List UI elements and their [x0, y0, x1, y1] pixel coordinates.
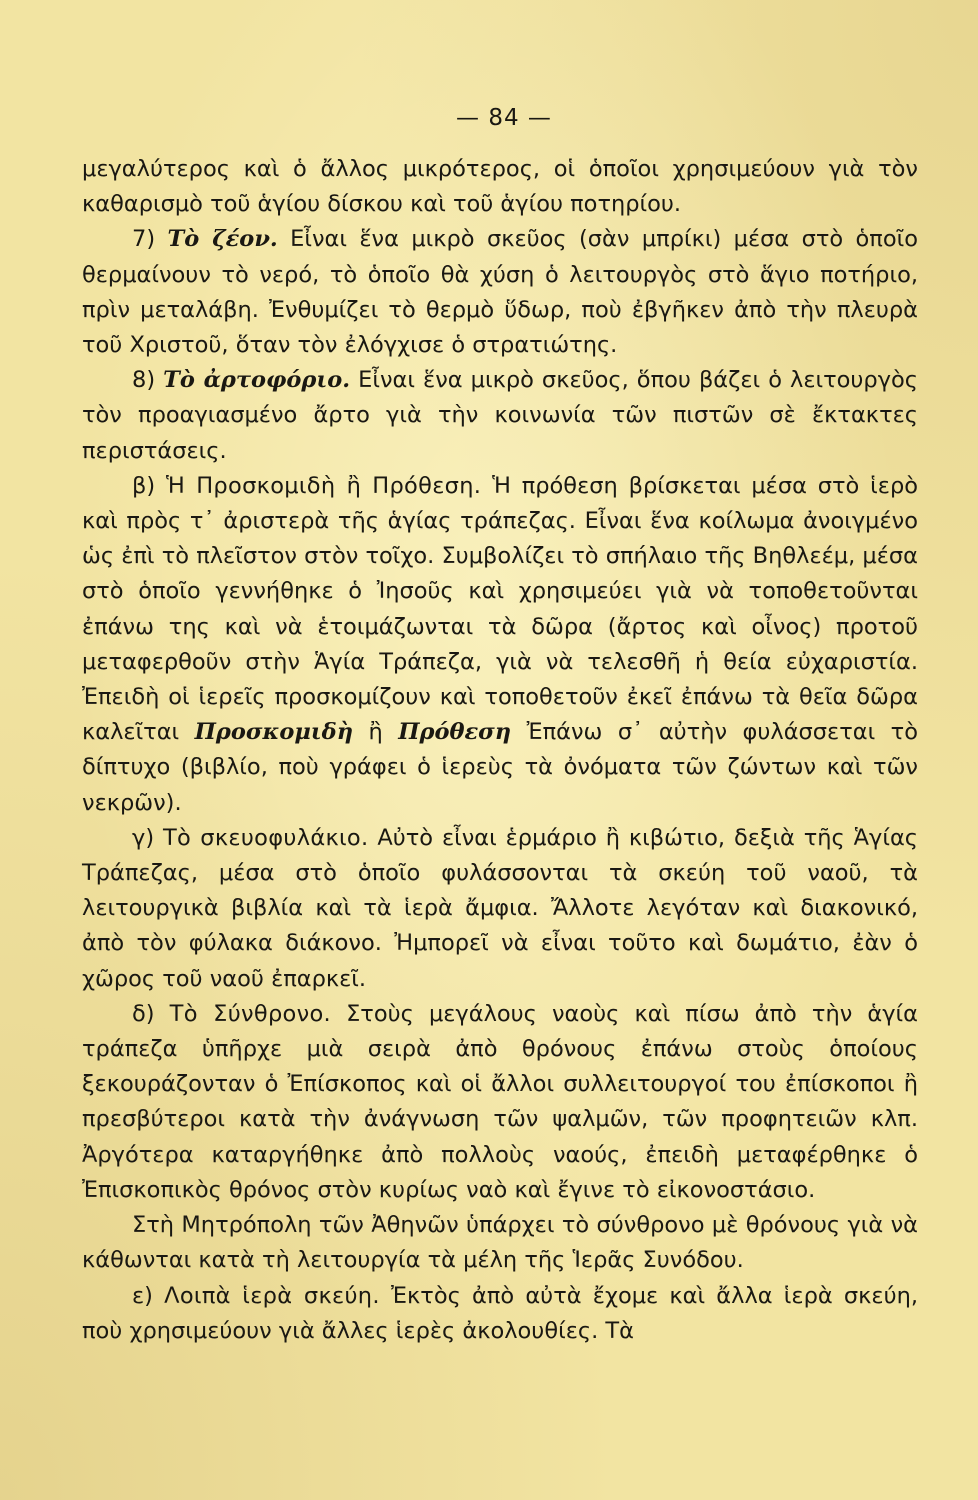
body-text: Ἐπάνω σ᾽ αὐτὴν φυλάσσεται τὸ δίπτυχο (βιβλίο, ποὺ γράφει ὁ ἱερεὺς τὰ ὀνόματα τῶν ζώντων καὶ τῶν νεκρῶν).	[82, 719, 918, 816]
section-heading-italic: Τὸ ζέον.	[167, 226, 278, 253]
body-text: ε)	[132, 1282, 165, 1309]
section-heading: Τὸ Σύνθρονο.	[169, 1000, 331, 1027]
page-number: — 84 —	[456, 105, 552, 131]
paragraph	[82, 469, 918, 821]
body-text: δ)	[132, 1000, 170, 1027]
section-heading: Λοιπὰ ἱερὰ σκεύη.	[164, 1282, 380, 1309]
body-text: Στοὺς μεγάλους ναοὺς καὶ πίσω ἀπὸ τὴν ἁγία τράπεζα ὑπῆρχε μιὰ σειρὰ ἀπὸ θρόνους ἐπάνω στοὺς ὁποίους ξεκουράζονταν ὁ Ἐπίσκοπος καὶ οἱ ἄλλοι συλλειτουργοί του ἐπίσκοποι ἢ πρεσβύτεροι κατὰ τὴν ἀνάγνωση τῶν ψαλμῶν, τῶν προφητειῶν κλπ. Ἀργότερα καταργήθηκε ἀπὸ πολλοὺς ναούς, ἐπειδὴ μεταφέρθηκε ὁ Ἐπισκοπικὸς θρόνος στὸν κυρίως ναὸ καὶ ἔγινε τὸ εἰκονοστάσιο.	[82, 1000, 918, 1203]
paragraph	[82, 821, 918, 997]
body-text: Εἶναι ἕνα μικρὸ σκεῦος, ὅπου βάζει ὁ λειτουργὸς τὸν προαγιασμένο ἄρτο γιὰ τὴν κοινωνία τῶν πιστῶν σὲ ἔκτακτες περιστάσεις.	[82, 367, 918, 464]
paragraph	[82, 1208, 918, 1278]
body-text: β)	[132, 472, 166, 499]
paragraph	[82, 152, 918, 222]
text-body	[82, 152, 918, 1349]
body-text: γ)	[132, 824, 163, 851]
section-heading-italic: Πρόθεση	[398, 719, 512, 746]
paragraph	[82, 222, 918, 363]
body-text: Στὴ Μητρόπολη τῶν Ἀθηνῶν ὑπάρχει τὸ σύνθρονο μὲ θρόνους γιὰ νὰ κάθωνται κατὰ τὴ λειτουργία τὰ μέλη τῆς Ἱερᾶς Συνόδου.	[82, 1212, 918, 1274]
body-text: ἢ	[353, 719, 399, 746]
paragraph	[82, 363, 918, 469]
body-text: Ἡ πρόθεση βρίσκεται μέσα στὸ ἱερὸ καὶ πρὸς τ᾽ ἀριστερὰ τῆς ἁγίας τράπεζας. Εἶναι ἕνα κοίλωμα ἀνοιγμένο ὡς ἐπὶ τὸ πλεῖστον στὸν τοῖχο. Συμβολίζει τὸ σπήλαιο τῆς Βηθλεέμ, μέσα στὸ ὁποῖο γεννήθηκε ὁ Ἰησοῦς καὶ χρησιμεύει γιὰ νὰ τοποθετοῦνται ἐπάνω της καὶ νὰ ἑτοιμάζωνται τὰ δῶρα (ἄρτος καὶ οἶνος) προτοῦ μεταφερθοῦν στὴν Ἁγία Τράπεζα, γιὰ νὰ τελεσθῆ ἡ θεία εὐχαριστία. Ἐπειδὴ οἱ ἱερεῖς προσκομίζουν καὶ τοποθετοῦν ἐκεῖ ἐπάνω τὰ θεῖα δῶρα καλεῖται	[82, 472, 918, 746]
body-text: Αὐτὸ εἶναι ἑρμάριο ἢ κιβώτιο, δεξιὰ τῆς Ἁγίας Τράπεζας, μέσα στὸ ὁποῖο φυλάσσονται τὰ σκεύη τοῦ ναοῦ, τὰ λειτουργικὰ βιβλία καὶ τὰ ἱερὰ ἄμφια. Ἄλλοτε λεγόταν καὶ διακονικό, ἀπὸ τὸν φύλακα διάκονο. Ἠμπορεῖ νὰ εἶναι τοῦτο καὶ δωμάτιο, ἐὰν ὁ χῶρος τοῦ ναοῦ ἐπαρκεῖ.	[82, 824, 918, 992]
paragraph	[82, 1279, 918, 1349]
body-text: Εἶναι ἕνα μικρὸ σκεῦος (σὰν μπρίκι) μέσα στὸ ὁποῖο θερμαίνουν τὸ νερό, τὸ ὁποῖο θὰ χύση ὁ λειτουργὸς στὸ ἅγιο ποτήριο, πρὶν μεταλάβη. Ἐνθυμίζει τὸ θερμὸ ὕδωρ, ποὺ ἐβγῆκεν ἀπὸ τὴν πλευρὰ τοῦ Χριστοῦ, ὅταν τὸν ἐλόγχισε ὁ στρατιώτης.	[82, 226, 918, 359]
body-text: μεγαλύτερος καὶ ὁ ἄλλος μικρότερος, οἱ ὁποῖοι χρησιμεύουν γιὰ τὸν καθαρισμὸ τοῦ ἁγίου δίσκου καὶ τοῦ ἁγίου ποτηρίου.	[82, 156, 918, 218]
paragraph	[82, 997, 918, 1208]
body-text: Ἐκτὸς ἀπὸ αὐτὰ ἔχομε καὶ ἄλλα ἱερὰ σκεύη, ποὺ χρησιμεύουν γιὰ ἄλλες ἱερὲς ἀκολουθίες. Τὰ	[82, 1282, 919, 1344]
section-heading: Τὸ σκευοφυλάκιο.	[162, 824, 369, 851]
body-text: 7)	[132, 226, 168, 253]
body-text: 8)	[132, 367, 164, 394]
section-heading-italic: Τὸ ἀρτοφόριο.	[163, 367, 351, 394]
section-heading-italic: Προσκομιδὴ	[194, 719, 354, 746]
section-heading: Ἡ Προσκομιδὴ ἢ Πρόθεση.	[165, 472, 482, 499]
